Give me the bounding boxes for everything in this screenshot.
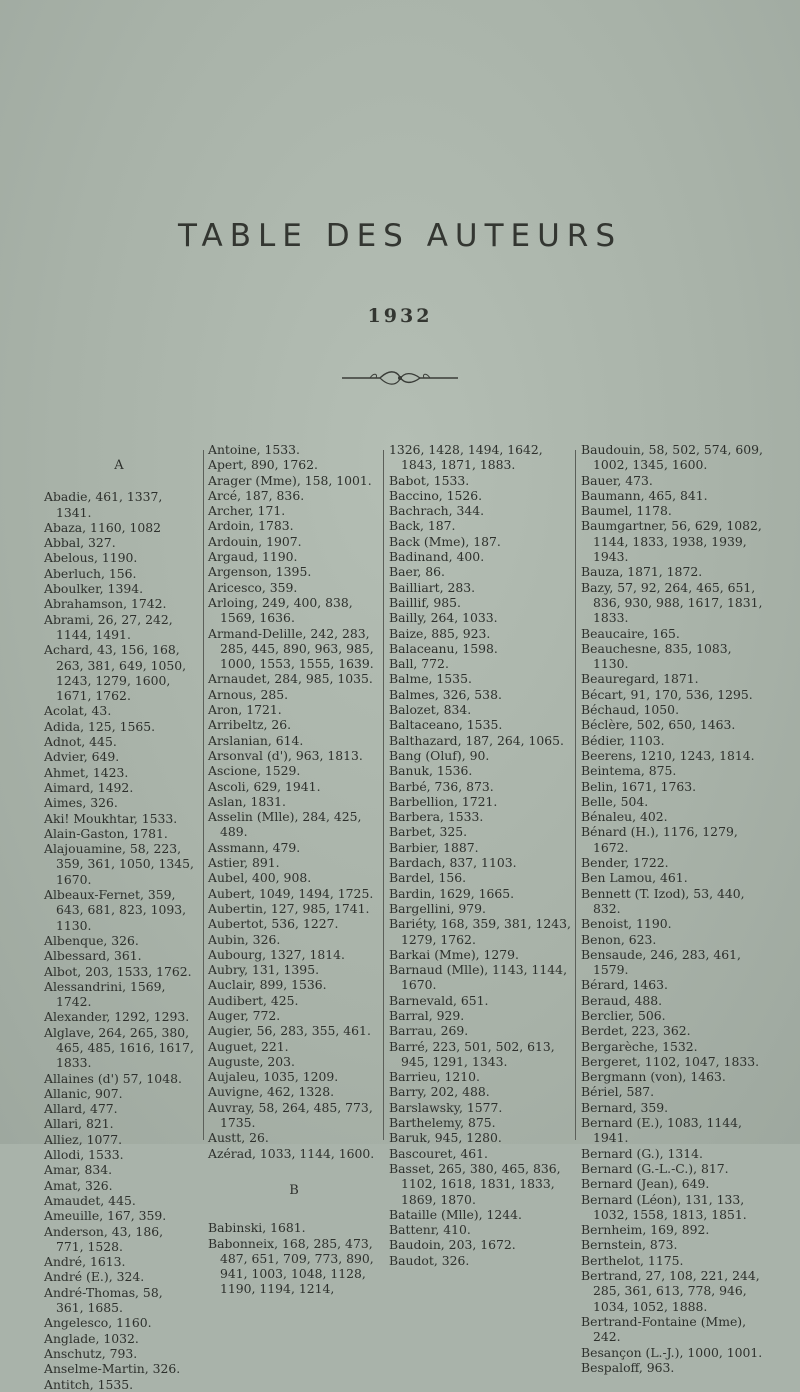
author-entry: Auclair, 899, 1536. <box>208 977 327 993</box>
author-entry: Abrami, 26, 27, 242, 1144, 1491. <box>44 611 173 642</box>
author-entry: Arnaudet, 284, 985, 1035. <box>208 671 373 687</box>
author-entry: Argenson, 1395. <box>208 564 312 580</box>
author-entry: André, 1613. <box>44 1254 126 1270</box>
author-entry: Bardach, 837, 1103. <box>389 855 517 871</box>
author-entry: Alglave, 264, 265, 380, 465, 485, 1616, 1617, 1833. <box>44 1024 194 1071</box>
author-entry: Alajouamine, 58, 223, 359, 361, 1050, 1345, 1670. <box>44 841 194 887</box>
author-entry: Barbier, 1887. <box>389 839 479 855</box>
author-entry: Badinand, 400. <box>389 549 485 565</box>
author-entry: Angelesco, 1160. <box>44 1315 152 1331</box>
author-entry: Back, 187. <box>389 518 456 534</box>
author-entry: Bertrand-Fontaine (Mme), 242. <box>581 1313 747 1345</box>
ornament-divider-icon <box>340 366 460 388</box>
author-entry: Baudot, 326. <box>389 1252 470 1268</box>
author-entry: Bernheim, 169, 892. <box>581 1222 710 1238</box>
author-entry: Bazy, 57, 92, 264, 465, 651, 836, 930, 988, 1617, 1831, 1833. <box>581 579 763 626</box>
author-entry: Besançon (L.-J.), 1000, 1001. <box>581 1344 763 1360</box>
author-entry: Allaines (d') 57, 1048. <box>44 1070 182 1086</box>
author-entry: Babot, 1533. <box>389 472 470 488</box>
author-entry: Aubertin, 127, 985, 1741. <box>208 900 370 916</box>
author-entry: Bataille (Mlle), 1244. <box>389 1206 522 1222</box>
author-entry: Bernard, 359. <box>581 1099 669 1115</box>
author-entry: Audibert, 425. <box>208 992 299 1008</box>
author-entry: Basset, 265, 380, 465, 836, 1102, 1618, 1831, 1833, 1869, 1870. <box>389 1160 561 1207</box>
author-entry: Barbellion, 1721. <box>389 793 498 809</box>
author-entry: Balaceanu, 1598. <box>389 640 498 656</box>
author-entry: Baer, 86. <box>389 564 445 580</box>
author-entry: Astier, 891. <box>208 855 280 871</box>
author-entry: Anglade, 1032. <box>44 1330 139 1346</box>
author-entry: Ardouin, 1907. <box>208 533 302 549</box>
author-entry: Arribeltz, 26. <box>208 717 292 733</box>
author-entry: Barry, 202, 488. <box>389 1084 490 1100</box>
author-entry: Achard, 43, 156, 168, 263, 381, 649, 1050, 1243, 1279, 1600, 1671, 1762. <box>44 642 187 704</box>
page-title: TABLE DES AUTEURS <box>177 218 623 254</box>
author-entry: Archer, 171. <box>208 503 286 519</box>
author-entry: Bender, 1722. <box>581 855 669 871</box>
section-letter: B <box>289 1182 299 1198</box>
author-entry: Aimes, 326. <box>44 795 118 811</box>
author-entry: Bargellini, 979. <box>389 900 486 916</box>
author-entry: Anschutz, 793. <box>44 1345 138 1361</box>
author-entry: Barbet, 325. <box>389 824 468 840</box>
author-entry: Bernard (Jean), 649. <box>581 1176 710 1192</box>
author-entry: Bauer, 473. <box>581 472 653 488</box>
author-entry: Adnot, 445. <box>44 734 117 750</box>
author-entry: Bénard (H.), 1176, 1279, 1672. <box>581 824 738 855</box>
author-entry: Azérad, 1033, 1144, 1600. <box>208 1145 375 1161</box>
author-entry: Bernard (E.), 1083, 1144, 1941. <box>581 1115 742 1146</box>
author-entry: Baruk, 945, 1280. <box>389 1130 502 1146</box>
author-entry: Barré, 223, 501, 502, 613, 945, 1291, 1343. <box>389 1038 555 1069</box>
author-entry: Ameuille, 167, 359. <box>44 1208 167 1224</box>
author-entry: Bardin, 1629, 1665. <box>389 885 515 901</box>
author-entry: Aubourg, 1327, 1814. <box>208 946 345 962</box>
author-entry: Ardoin, 1783. <box>208 518 294 534</box>
author-entry: Allanic, 907. <box>44 1085 123 1101</box>
index-column-1 <box>44 442 194 1392</box>
author-entry: Baltaceano, 1535. <box>389 717 503 733</box>
author-entry: Bédier, 1103. <box>581 732 665 748</box>
author-entry: Amat, 326. <box>44 1177 113 1193</box>
author-entry: Barnaud (Mlle), 1143, 1144, 1670. <box>389 962 568 993</box>
author-entry: Abbal, 327. <box>44 535 116 551</box>
author-entry: Alexander, 1292, 1293. <box>44 1009 190 1025</box>
author-entry: Bariéty, 168, 359, 381, 1243, 1279, 1762. <box>389 916 571 947</box>
author-entry: Albot, 203, 1533, 1762. <box>44 963 192 979</box>
author-entry: Babinski, 1681. <box>208 1220 306 1236</box>
author-entry: Ben Lamou, 461. <box>581 870 688 886</box>
author-entry: Beintema, 875. <box>581 763 677 779</box>
author-entry: Antitch, 1535. <box>44 1376 134 1392</box>
column-divider <box>203 450 204 1140</box>
author-entry: Baumann, 465, 841. <box>581 487 708 503</box>
author-entry: Berclier, 506. <box>581 1007 666 1023</box>
author-entry: Bergmann (von), 1463. <box>581 1069 726 1085</box>
author-entry: Ball, 772. <box>389 656 449 672</box>
author-entry: Bardel, 156. <box>389 870 467 886</box>
page-year: 1932 <box>367 305 433 327</box>
author-entry: Barrieu, 1210. <box>389 1069 480 1085</box>
author-entry: Barral, 929. <box>389 1007 465 1023</box>
author-entry: Beaucaire, 165. <box>581 625 680 641</box>
author-entry: Balmes, 326, 538. <box>389 686 502 702</box>
author-entry: Alliez, 1077. <box>44 1131 123 1147</box>
author-entry: Berthelot, 1175. <box>581 1252 684 1268</box>
author-entry: Austt, 26. <box>208 1130 269 1146</box>
author-entry: Belle, 504. <box>581 793 649 809</box>
author-entry: Anselme-Martin, 326. <box>44 1361 181 1377</box>
author-entry: Benoist, 1190. <box>581 916 672 932</box>
author-entry: Abaza, 1160, 1082 <box>44 519 162 535</box>
author-entry: Barnevald, 651. <box>389 992 489 1008</box>
author-entry: André (E.), 324. <box>44 1269 145 1285</box>
author-entry: Anderson, 43, 186, 771, 1528. <box>44 1223 164 1254</box>
author-entry: Bergeret, 1102, 1047, 1833. <box>581 1053 760 1069</box>
author-entry: Bernard (Léon), 131, 133, 1032, 1558, 1813, 1851. <box>581 1191 747 1222</box>
author-entry: Bertrand, 27, 108, 221, 244, 285, 361, 613, 778, 946, 1034, 1052, 1888. <box>581 1268 760 1314</box>
author-entry: Baize, 885, 923. <box>389 625 491 641</box>
author-entry: Bénaleu, 402. <box>581 809 668 825</box>
author-entry: Battenr, 410. <box>389 1222 471 1238</box>
author-entry: Bernstein, 873. <box>581 1237 678 1253</box>
section-letter: A <box>114 458 124 473</box>
author-entry: Barrau, 269. <box>389 1023 469 1039</box>
author-entry: Baillif, 985. <box>389 594 461 610</box>
author-entry: Aimard, 1492. <box>44 779 134 795</box>
author-entry: Arslanian, 614. <box>208 732 304 748</box>
index-column-2 <box>208 442 380 1297</box>
author-entry: Bailly, 264, 1033. <box>389 610 498 626</box>
author-entry: Bennett (T. Izod), 53, 440, 832. <box>581 885 745 916</box>
author-entry: Auguet, 221. <box>208 1038 289 1054</box>
author-entry: Baumel, 1178. <box>581 503 672 519</box>
author-entry: Beraud, 488. <box>581 992 663 1008</box>
author-entry: Bécart, 91, 170, 536, 1295. <box>581 686 753 702</box>
author-entry: Argaud, 1190. <box>208 549 298 565</box>
author-entry: Abrahamson, 1742. <box>44 596 167 612</box>
author-entry: Bang (Oluf), 90. <box>389 747 490 763</box>
author-entry: Aubert, 1049, 1494, 1725. <box>208 885 374 901</box>
author-entry: Alain-Gaston, 1781. <box>44 825 168 841</box>
author-entry: Advier, 649. <box>44 749 120 765</box>
column-divider <box>383 450 384 1140</box>
author-entry: Balme, 1535. <box>389 671 472 687</box>
author-entry: Aslan, 1831. <box>208 793 286 809</box>
author-entry: Allard, 477. <box>44 1101 118 1117</box>
author-entry: Aubin, 326. <box>208 931 281 947</box>
author-entry: Arloing, 249, 400, 838, 1569, 1636. <box>208 594 353 626</box>
author-entry: Albeaux-Fernet, 359, 643, 681, 823, 1093, 1130. <box>44 887 187 933</box>
author-entry: Auguste, 203. <box>208 1053 295 1069</box>
author-entry: Baudoin, 203, 1672. <box>389 1237 516 1253</box>
author-entry: Béchaud, 1050. <box>581 702 680 718</box>
author-entry: Adida, 125, 1565. <box>44 718 156 734</box>
author-entry: Aron, 1721. <box>208 702 282 718</box>
author-entry: Allari, 821. <box>44 1116 114 1132</box>
author-entry: Asselin (Mlle), 284, 425, 489. <box>208 809 362 840</box>
author-entry: Beerens, 1210, 1243, 1814. <box>581 747 755 763</box>
author-entry: Albessard, 361. <box>44 948 142 964</box>
author-entry: Acolat, 43. <box>44 703 112 719</box>
author-entry: Augier, 56, 283, 355, 461. <box>208 1023 371 1039</box>
author-entry: Balozet, 834. <box>389 702 472 718</box>
author-entry: Arcé, 187, 836. <box>208 487 305 503</box>
author-entry: Aki! Moukhtar, 1533. <box>44 810 178 826</box>
author-entry: Bascouret, 461. <box>389 1145 488 1161</box>
author-entry: Ascione, 1529. <box>208 763 301 779</box>
author-entry: Aboulker, 1394. <box>44 581 144 597</box>
author-entry: Amar, 834. <box>44 1162 113 1178</box>
author-entry: Barthelemy, 875. <box>389 1115 496 1131</box>
author-entry: Bauza, 1871, 1872. <box>581 564 703 580</box>
author-entry: Aberluch, 156. <box>44 565 137 581</box>
author-entry: Ahmet, 1423. <box>44 764 129 780</box>
author-entry: Arager (Mme), 158, 1001. <box>208 472 372 488</box>
author-entry: Auvray, 58, 264, 485, 773, 1735. <box>208 1099 373 1131</box>
author-entry: Auger, 772. <box>208 1007 281 1023</box>
author-entry: Bensaude, 246, 283, 461, 1579. <box>581 946 741 978</box>
author-entry: Beauchesne, 835, 1083, 1130. <box>581 640 732 672</box>
author-entry: Bachrach, 344. <box>389 503 485 519</box>
author-entry: Amaudet, 445. <box>44 1192 136 1208</box>
author-entry: Bernard (G.-L.-C.), 817. <box>581 1160 729 1176</box>
author-entry: Armand-Delille, 242, 283, 285, 445, 890, 963, 985, 1000, 1553, 1555, 1639. <box>208 625 374 672</box>
author-entry: Aubel, 400, 908. <box>208 870 312 886</box>
author-entry: Bérard, 1463. <box>581 977 668 993</box>
author-entry: Berdet, 223, 362. <box>581 1023 691 1039</box>
author-entry: Belin, 1671, 1763. <box>581 778 697 794</box>
index-column-3 <box>389 442 571 1268</box>
author-entry: Bailliart, 283. <box>389 579 476 595</box>
author-entry: Ascoli, 629, 1941. <box>208 778 321 794</box>
author-entry: Albenque, 326. <box>44 932 139 948</box>
author-entry: Aubertot, 536, 1227. <box>208 916 339 932</box>
author-entry: André-Thomas, 58, 361, 1685. <box>44 1284 163 1316</box>
author-entry: Baumgartner, 56, 629, 1082, 1144, 1833, 1938, 1939, 1943. <box>581 518 762 565</box>
author-entry: Alessandrini, 1569, 1742. <box>44 978 166 1010</box>
author-entry: Béclère, 502, 650, 1463. <box>581 717 736 733</box>
column-divider <box>575 450 576 1140</box>
author-entry: Barkai (Mme), 1279. <box>389 946 519 962</box>
author-entry: Allodi, 1533. <box>44 1147 124 1163</box>
author-entry: Bernard (G.), 1314. <box>581 1145 703 1161</box>
author-entry: Back (Mme), 187. <box>389 533 501 549</box>
author-entry: Apert, 890, 1762. <box>208 457 318 473</box>
author-entry: Arsonval (d'), 963, 1813. <box>208 747 363 763</box>
author-entry: Aujaleu, 1035, 1209. <box>208 1069 339 1085</box>
author-entry: Baccino, 1526. <box>389 487 483 503</box>
author-entry: Bespaloff, 963. <box>581 1359 675 1375</box>
author-entry: Bériel, 587. <box>581 1084 655 1100</box>
author-entry: Antoine, 1533. <box>208 442 300 457</box>
author-entry: Bergarèche, 1532. <box>581 1038 698 1054</box>
author-entry: Barbé, 736, 873. <box>389 778 494 794</box>
author-entry: Aricesco, 359. <box>208 579 298 595</box>
author-entry: Baudouin, 58, 502, 574, 609, 1002, 1345, 1600. <box>581 442 763 473</box>
author-entry: Abadie, 461, 1337, 1341. <box>44 489 163 520</box>
author-entry: Balthazard, 187, 264, 1065. <box>389 732 564 748</box>
author-entry: Benon, 623. <box>581 931 657 947</box>
author-entry: Barbera, 1533. <box>389 809 484 825</box>
author-entry: Barslawsky, 1577. <box>389 1099 503 1115</box>
author-entry: Abelous, 1190. <box>44 550 138 566</box>
author-entry: Beauregard, 1871. <box>581 671 699 687</box>
author-entry: Aubry, 131, 1395. <box>208 962 320 978</box>
author-entry: Babonneix, 168, 285, 473, 487, 651, 709, 773, 890, 941, 1003, 1048, 1128, 1190, 1194, 1214, <box>208 1235 374 1297</box>
author-entry: 1326, 1428, 1494, 1642, 1843, 1871, 1883. <box>389 442 543 473</box>
author-entry: Arnous, 285. <box>208 686 289 702</box>
author-entry: Auvigne, 462, 1328. <box>208 1084 335 1100</box>
author-entry: Assmann, 479. <box>208 839 301 855</box>
index-column-4 <box>581 442 771 1375</box>
author-entry: Banuk, 1536. <box>389 763 473 779</box>
